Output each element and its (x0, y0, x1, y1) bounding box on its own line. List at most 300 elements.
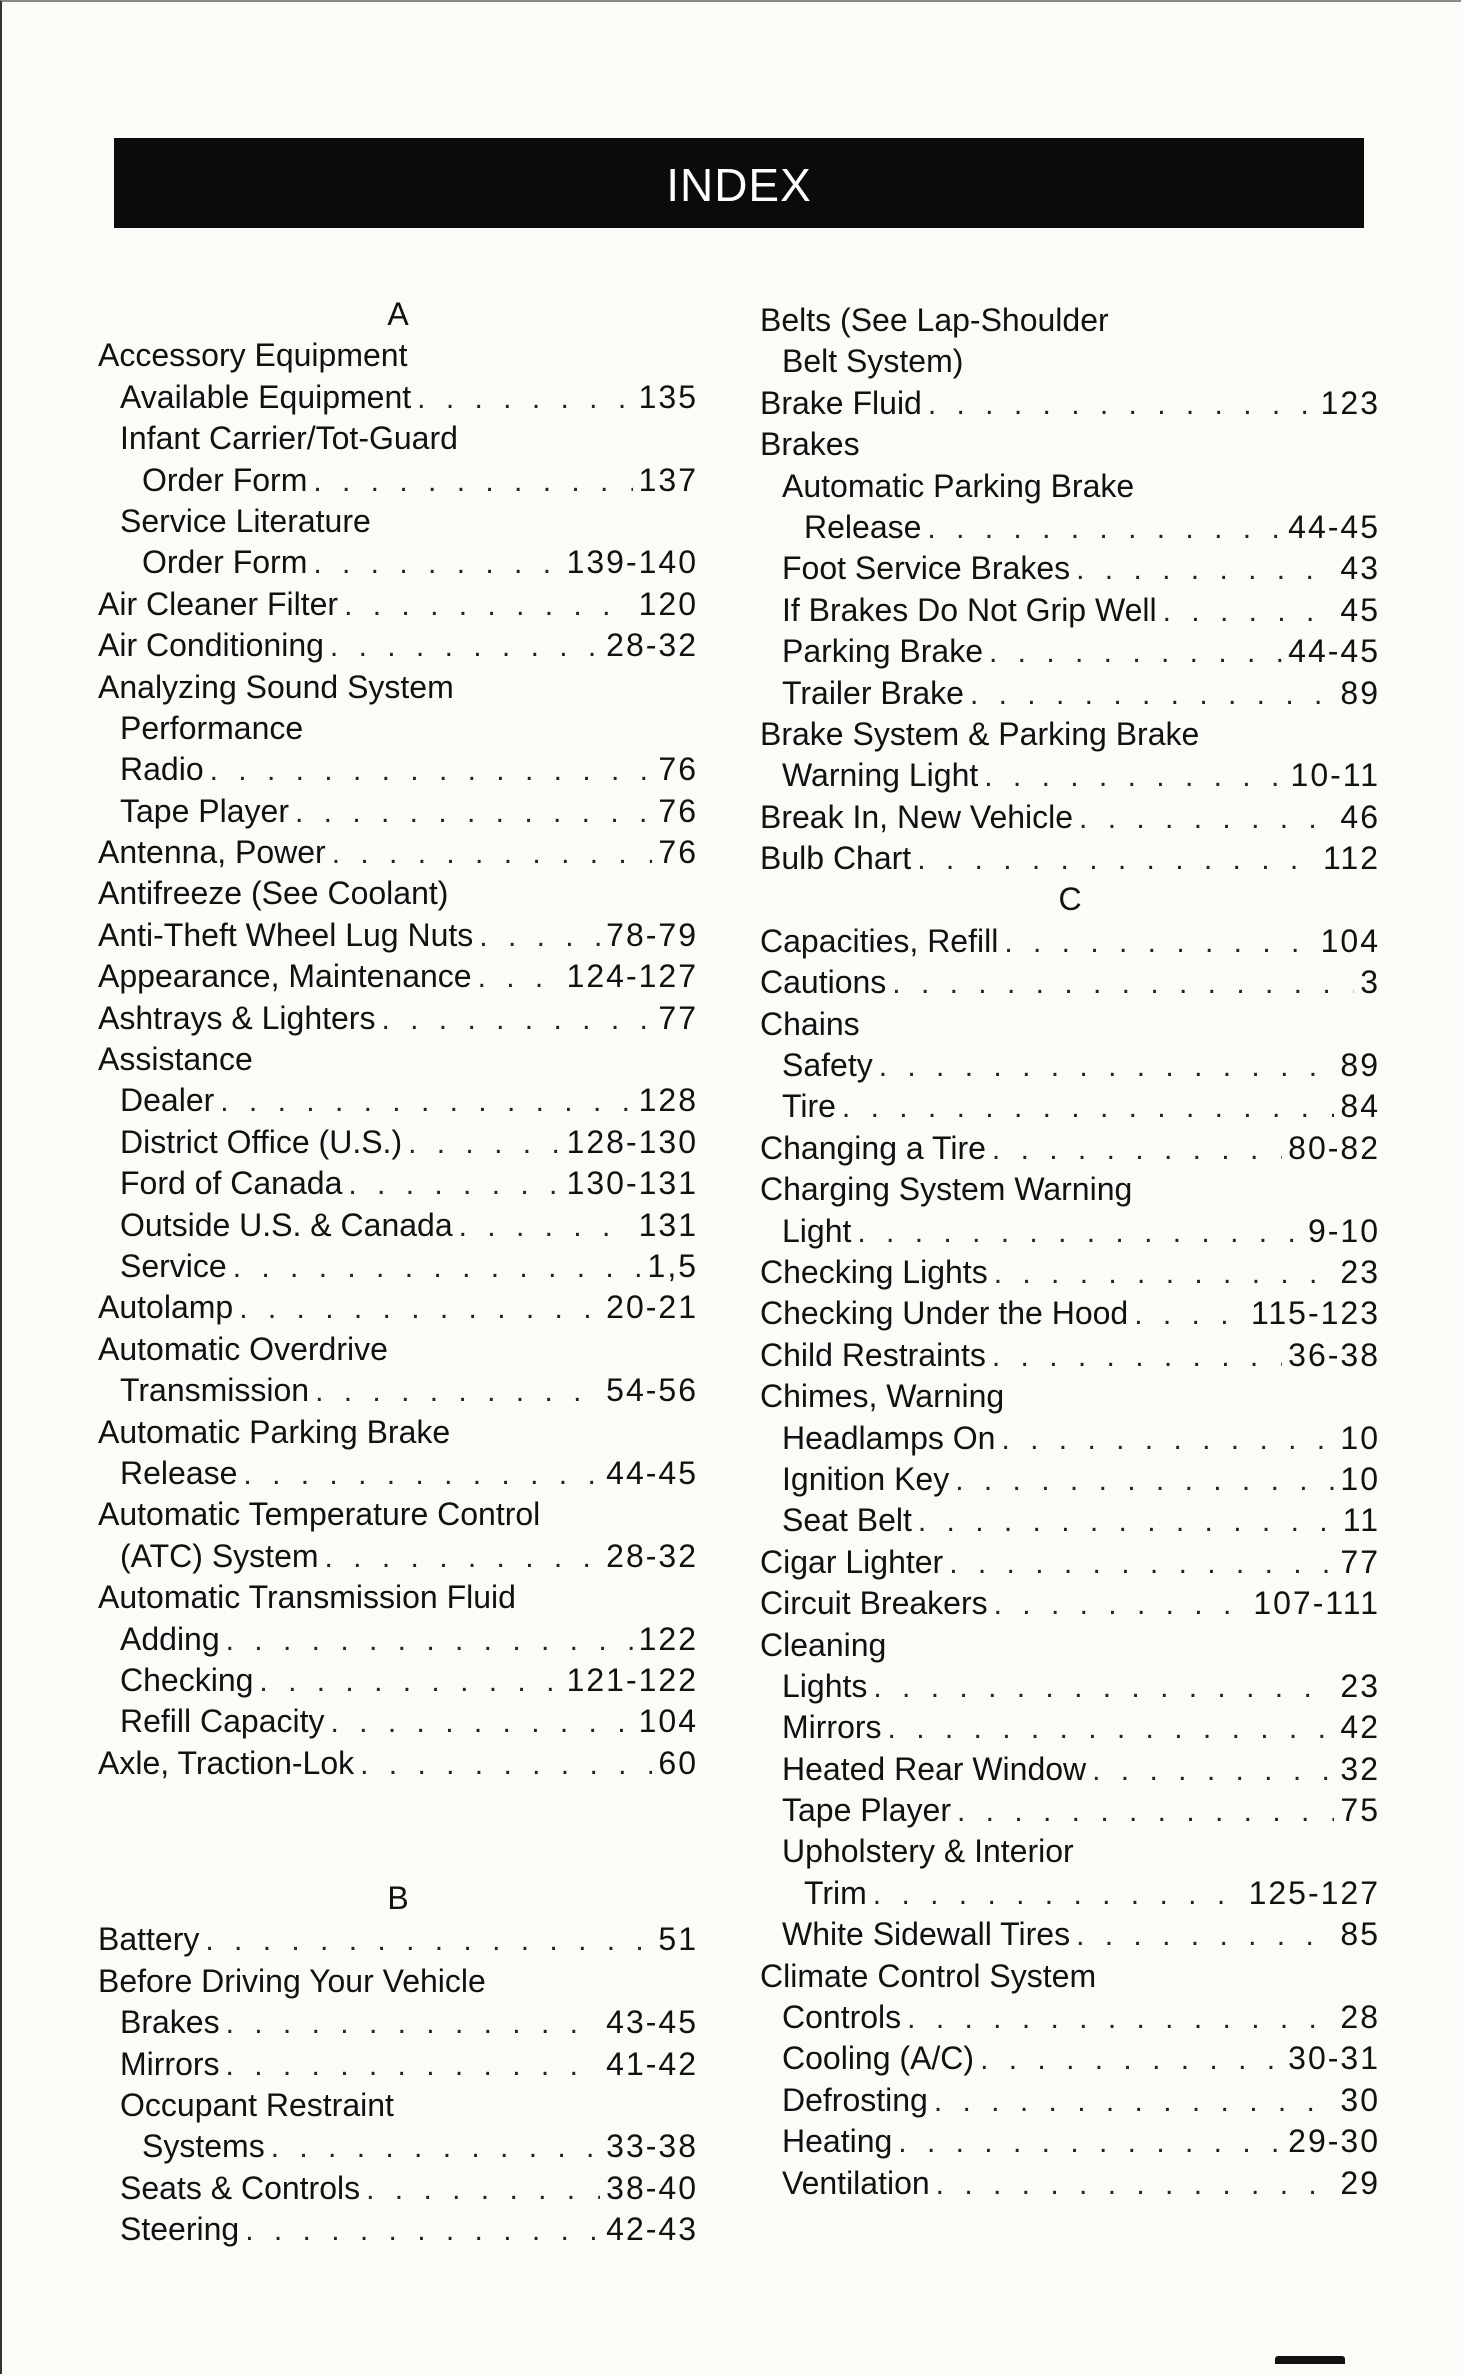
entry-label: Cooling (A/C) (782, 2040, 975, 2077)
dot-leader (955, 1460, 1334, 1501)
entry-page-number: 76 (658, 834, 698, 871)
entry-label: Axle, Traction-Lok (98, 1744, 355, 1781)
entry-label: Available Equipment (120, 378, 412, 415)
entry-page-number: 43-45 (606, 2004, 698, 2041)
entry-label: Automatic Temperature Control (98, 1496, 541, 1533)
entry-label: Order Form (142, 544, 308, 581)
entry-label: Cleaning (760, 1626, 887, 1663)
section-letter: A (387, 296, 409, 332)
index-entry (98, 873, 698, 914)
dot-leader (1163, 591, 1335, 632)
entry-page-number: 76 (658, 751, 698, 788)
entry-label: Seat Belt (782, 1502, 912, 1539)
dot-leader (984, 756, 1284, 797)
index-entry (98, 1494, 698, 1535)
entry-label: Parking Brake (782, 633, 983, 670)
entry-label: Chains (760, 1005, 860, 1042)
dot-leader (459, 1206, 633, 1247)
entry-page-number: 84 (1340, 1088, 1380, 1125)
entry-page-number: 45 (1340, 591, 1380, 628)
dot-leader (892, 963, 1354, 1004)
index-column-left (98, 294, 698, 2251)
entry-page-number: 44-45 (1288, 633, 1380, 670)
entry-label: Performance (120, 709, 304, 746)
entry-page-number: 85 (1340, 1916, 1380, 1953)
section-letter: B (387, 1880, 409, 1917)
entry-page-number: 125-127 (1248, 1874, 1380, 1911)
dot-leader (344, 585, 633, 626)
entry-page-number: 32 (1340, 1750, 1380, 1787)
entry-label: Dealer (120, 1082, 215, 1119)
dot-leader (918, 1501, 1337, 1542)
entry-page-number: 123 (1320, 384, 1380, 421)
dot-leader (348, 1164, 560, 1205)
entry-page-number: 77 (658, 999, 698, 1036)
entry-page-number: 104 (638, 1703, 698, 1740)
dot-leader (873, 1874, 1243, 1915)
entry-page-number: 76 (658, 792, 698, 829)
index-entry (98, 1701, 698, 1742)
dot-leader (233, 1247, 642, 1288)
index-entry (760, 1542, 1380, 1583)
index-entry (760, 1790, 1380, 1831)
entry-page-number: 30 (1340, 2081, 1380, 2118)
index-entry (760, 1873, 1380, 1914)
dot-leader (313, 543, 560, 584)
entry-page-number: 10 (1340, 1460, 1380, 1497)
entry-label: Occupant Restraint (120, 2087, 394, 2124)
entry-label: Assistance (98, 1041, 253, 1078)
index-entry (98, 335, 698, 376)
entry-label: District Office (U.S.) (120, 1123, 403, 1160)
entry-page-number: 77 (1340, 1543, 1380, 1580)
index-entry (98, 708, 698, 749)
index-entry (98, 1039, 698, 1080)
entry-page-number: 44-45 (606, 1454, 698, 1491)
index-entry (98, 2209, 698, 2250)
entry-label: Upholstery & Interior (782, 1833, 1074, 1870)
page-number-fragment (1275, 2356, 1345, 2364)
section-letter-heading (760, 879, 1380, 920)
index-entry (760, 2080, 1380, 2121)
index-entry (98, 1163, 698, 1204)
index-entry (760, 1335, 1380, 1376)
entry-label: Anti-Theft Wheel Lug Nuts (98, 916, 474, 953)
dot-leader (245, 2210, 600, 2251)
entry-label: Bulb Chart (760, 840, 912, 877)
entry-label: Chimes, Warning (760, 1378, 1005, 1415)
index-column-right (760, 300, 1380, 2204)
dot-leader (1092, 1750, 1334, 1791)
entry-page-number: 10-11 (1290, 757, 1380, 794)
entry-page-number: 29 (1340, 2164, 1380, 2201)
entry-page-number: 28-32 (606, 1537, 698, 1574)
index-entry (760, 1418, 1380, 1459)
entry-page-number: 128-130 (566, 1123, 698, 1160)
index-entry (760, 673, 1380, 714)
entry-label: Trim (804, 1874, 867, 1911)
entry-label: Trailer Brake (782, 674, 964, 711)
index-entry (98, 2085, 698, 2126)
entry-page-number: 41-42 (606, 2045, 698, 2082)
dot-leader (928, 384, 1315, 425)
index-entry (760, 1459, 1380, 1500)
index-entry (760, 1004, 1380, 1045)
entry-page-number: 46 (1340, 798, 1380, 835)
dot-leader (226, 1620, 633, 1661)
entry-label: Automatic Parking Brake (782, 467, 1135, 504)
dot-leader (417, 378, 632, 419)
dot-leader (360, 1744, 652, 1785)
dot-leader (205, 1920, 652, 1961)
entry-label: Heated Rear Window (782, 1750, 1087, 1787)
dot-leader (332, 833, 653, 874)
entry-label: Ignition Key (782, 1460, 950, 1497)
entry-label: Accessory Equipment (98, 337, 408, 374)
index-entry (760, 548, 1380, 589)
index-entry (760, 1749, 1380, 1790)
index-entry (98, 1536, 698, 1577)
entry-page-number: 43 (1340, 550, 1380, 587)
entry-label: Light (782, 1212, 852, 1249)
entry-page-number: 28 (1340, 1999, 1380, 2036)
entry-label: Break In, New Vehicle (760, 798, 1074, 835)
entry-page-number: 135 (638, 378, 698, 415)
entry-label: Antenna, Power (98, 834, 326, 871)
entry-label: Climate Control System (760, 1957, 1097, 1994)
entry-page-number: 3 (1360, 964, 1380, 1001)
dot-leader (243, 1454, 600, 1495)
entry-label: Lights (782, 1667, 868, 1704)
entry-label: Mirrors (782, 1709, 882, 1746)
entry-label: Service (120, 1247, 227, 1284)
entry-page-number: 112 (1322, 840, 1380, 877)
entry-label: Safety (782, 1047, 873, 1084)
entry-page-number: 1,5 (647, 1247, 698, 1284)
index-entry (760, 797, 1380, 838)
entry-page-number: 60 (658, 1744, 698, 1781)
index-entry (760, 1500, 1380, 1541)
entry-label: Tape Player (120, 792, 289, 829)
entry-page-number: 121-122 (566, 1661, 698, 1698)
index-entry (98, 832, 698, 873)
dot-leader (1076, 549, 1334, 590)
dot-leader (1134, 1294, 1245, 1335)
entry-label: Cigar Lighter (760, 1543, 944, 1580)
dot-leader (331, 1702, 633, 1743)
index-entry (98, 2168, 698, 2209)
entry-label: Mirrors (120, 2045, 220, 2082)
entry-label: Appearance, Maintenance (98, 958, 472, 995)
index-entry (98, 584, 698, 625)
entry-label: Headlamps On (782, 1419, 996, 1456)
dot-leader (873, 1667, 1334, 1708)
entry-page-number: 130-131 (566, 1165, 698, 1202)
dot-leader (888, 1708, 1335, 1749)
index-entry (98, 1619, 698, 1660)
entry-page-number: 80-82 (1288, 1129, 1380, 1166)
index-header-banner (114, 138, 1364, 228)
entry-page-number: 54-56 (606, 1372, 698, 1409)
entry-page-number: 131 (638, 1206, 698, 1243)
index-entry (760, 383, 1380, 424)
dot-leader (957, 1791, 1334, 1832)
index-entry (760, 714, 1380, 755)
dot-leader (239, 1288, 600, 1329)
entry-page-number: 20-21 (606, 1289, 698, 1326)
index-entry (98, 915, 698, 956)
entry-label: Autolamp (98, 1289, 234, 1326)
dot-leader (992, 1336, 1282, 1377)
entry-label: Battery (98, 1921, 200, 1958)
entry-label: Charging System Warning (760, 1171, 1133, 1208)
entry-page-number: 42 (1340, 1709, 1380, 1746)
entry-page-number: 107-111 (1253, 1585, 1380, 1622)
dot-leader (381, 999, 652, 1040)
entry-label: Transmission (120, 1372, 310, 1409)
section-letter-heading (98, 1878, 698, 1919)
entry-label: Air Cleaner Filter (98, 585, 339, 622)
dot-leader (1076, 1915, 1334, 1956)
dot-leader (934, 2081, 1335, 2122)
index-entry (98, 1743, 698, 1784)
entry-label: Checking Under the Hood (760, 1295, 1129, 1332)
index-entry (98, 1287, 698, 1328)
dot-leader (842, 1087, 1334, 1128)
dot-leader (295, 792, 652, 833)
entry-page-number: 75 (1340, 1792, 1380, 1829)
index-entry (98, 2002, 698, 2043)
index-entry (98, 1205, 698, 1246)
index-entry (760, 1252, 1380, 1293)
index-entry (98, 1329, 698, 1370)
entry-page-number: 51 (658, 1921, 698, 1958)
entry-page-number: 28-32 (606, 627, 698, 664)
index-entry (760, 1625, 1380, 1666)
dot-leader (220, 1081, 632, 1122)
dot-leader (994, 1253, 1335, 1294)
index-entry (760, 507, 1380, 548)
dot-leader (479, 916, 600, 957)
entry-page-number: 115-123 (1250, 1295, 1380, 1332)
dot-leader (315, 1371, 600, 1412)
index-entry (98, 460, 698, 501)
index-entry (760, 838, 1380, 879)
index-entry (98, 542, 698, 583)
index-entry (98, 377, 698, 418)
dot-leader (478, 957, 561, 998)
entry-page-number: 10 (1340, 1419, 1380, 1456)
index-entry (98, 1122, 698, 1163)
entry-page-number: 9-10 (1307, 1212, 1380, 1249)
entry-page-number: 137 (638, 461, 698, 498)
index-entry (98, 1080, 698, 1121)
entry-page-number: 124-127 (566, 958, 698, 995)
index-entry (98, 1453, 698, 1494)
entry-page-number: 89 (1340, 1047, 1380, 1084)
index-entry (760, 1956, 1380, 1997)
entry-page-number: 42-43 (606, 2211, 698, 2248)
section-letter-heading (98, 294, 698, 335)
index-entry (760, 1831, 1380, 1872)
index-entry (760, 1045, 1380, 1086)
index-entry (760, 2038, 1380, 2079)
entry-label: Brake Fluid (760, 384, 922, 421)
entry-page-number: 44-45 (1288, 508, 1380, 545)
index-entry (98, 956, 698, 997)
index-entry (98, 625, 698, 666)
dot-leader (330, 626, 600, 667)
dot-leader (992, 1129, 1282, 1170)
entry-label: Order Form (142, 461, 308, 498)
index-entry (760, 466, 1380, 507)
dot-leader (325, 1537, 601, 1578)
entry-page-number: 104 (1320, 922, 1380, 959)
index-entry (760, 962, 1380, 1003)
index-entry (98, 749, 698, 790)
entry-label: Defrosting (782, 2081, 928, 2118)
entry-page-number: 78-79 (606, 916, 698, 953)
index-entry (98, 1577, 698, 1618)
entry-label: Ashtrays & Lighters (98, 999, 376, 1036)
dot-leader (408, 1123, 560, 1164)
entry-label: Release (804, 508, 922, 545)
dot-leader (917, 839, 1317, 880)
entry-page-number: 23 (1340, 1667, 1380, 1704)
index-entry (760, 590, 1380, 631)
index-entry (760, 921, 1380, 962)
dot-leader (907, 1998, 1334, 2039)
entry-label: Capacities, Refill (760, 922, 999, 959)
index-entry (760, 1211, 1380, 1252)
entry-page-number: 30-31 (1288, 2040, 1380, 2077)
entry-page-number: 38-40 (606, 2169, 698, 2206)
entry-label: Tire (782, 1088, 836, 1125)
index-entry (760, 1583, 1380, 1624)
dot-leader (936, 2164, 1335, 2205)
index-entry (98, 667, 698, 708)
dot-leader (970, 674, 1334, 715)
index-entry (760, 1997, 1380, 2038)
entry-label: Infant Carrier/Tot-Guard (120, 420, 458, 457)
index-entry (98, 2126, 698, 2167)
entry-label: Warning Light (782, 757, 979, 794)
entry-label: Antifreeze (See Coolant) (98, 875, 449, 912)
entry-label: Steering (120, 2211, 240, 2248)
dot-leader (313, 461, 632, 502)
dot-leader (1079, 798, 1334, 839)
index-entry (98, 791, 698, 832)
index-entry (760, 1376, 1380, 1417)
index-entry (760, 424, 1380, 465)
index-entry (760, 631, 1380, 672)
dot-leader (366, 2169, 600, 2210)
index-entry (98, 418, 698, 459)
entry-label: Heating (782, 2123, 893, 2160)
entry-label: (ATC) System (120, 1537, 319, 1574)
index-entry (98, 1370, 698, 1411)
index-entry (98, 1961, 698, 2002)
dot-leader (898, 2122, 1282, 2163)
index-entry (760, 1293, 1380, 1334)
entry-label: Service Literature (120, 502, 371, 539)
entry-label: Circuit Breakers (760, 1585, 988, 1622)
entry-label: Adding (120, 1620, 220, 1657)
dot-leader (927, 508, 1282, 549)
index-entry (760, 341, 1380, 382)
entry-label: Belts (See Lap-Shoulder (760, 302, 1109, 338)
index-entry (760, 1169, 1380, 1210)
index-entry (760, 1666, 1380, 1707)
index-entry (98, 1246, 698, 1287)
section-letter: C (1058, 881, 1082, 918)
entry-label: Brakes (120, 2004, 220, 2041)
index-entry (98, 2044, 698, 2085)
entry-page-number: 11 (1342, 1502, 1380, 1539)
entry-label: Automatic Overdrive (98, 1330, 388, 1367)
index-entry (760, 2163, 1380, 2204)
entry-page-number: 120 (638, 585, 698, 622)
entry-page-number: 29-30 (1288, 2123, 1380, 2160)
dot-leader (857, 1212, 1302, 1253)
dot-leader (210, 750, 653, 791)
dot-leader (980, 2039, 1282, 2080)
entry-label: Automatic Transmission Fluid (98, 1579, 516, 1616)
entry-page-number: 23 (1340, 1253, 1380, 1290)
entry-label: Checking (120, 1661, 254, 1698)
entry-label: If Brakes Do Not Grip Well (782, 591, 1157, 628)
index-entry (760, 1128, 1380, 1169)
entry-label: Ventilation (782, 2164, 930, 2201)
entry-label: Release (120, 1454, 238, 1491)
entry-label: Changing a Tire (760, 1129, 986, 1166)
dot-leader (1001, 1419, 1334, 1460)
entry-label: Automatic Parking Brake (98, 1413, 451, 1450)
entry-label: Brakes (760, 426, 860, 463)
entry-page-number: 33-38 (606, 2128, 698, 2165)
entry-page-number: 89 (1340, 674, 1380, 711)
entry-page-number: 122 (638, 1620, 698, 1657)
dot-leader (1004, 922, 1314, 963)
entry-label: Controls (782, 1999, 902, 2036)
dot-leader (226, 2003, 601, 2044)
entry-label: Refill Capacity (120, 1703, 325, 1740)
dot-leader (879, 1046, 1335, 1087)
index-entry (760, 1707, 1380, 1748)
index-entry (760, 2121, 1380, 2162)
entry-label: Systems (142, 2128, 265, 2165)
entry-label: Child Restraints (760, 1336, 986, 1373)
index-entry (760, 300, 1380, 341)
entry-label: Before Driving Your Vehicle (98, 1962, 486, 1999)
index-entry (760, 755, 1380, 796)
entry-label: Tape Player (782, 1792, 951, 1829)
dot-leader (226, 2045, 601, 2086)
page-title: INDEX (666, 159, 812, 211)
entry-label: Analyzing Sound System (98, 668, 454, 705)
section-spacer (98, 1784, 698, 1878)
entry-page-number: 36-38 (1288, 1336, 1380, 1373)
entry-label: Brake System & Parking Brake (760, 715, 1200, 752)
index-entry (760, 1086, 1380, 1127)
entry-page-number: 139-140 (566, 544, 698, 581)
entry-page-number: 128 (638, 1082, 698, 1119)
index-entry (98, 998, 698, 1039)
index-entry (98, 1412, 698, 1453)
dot-leader (271, 2127, 600, 2168)
index-entry (760, 1914, 1380, 1955)
entry-label: Air Conditioning (98, 627, 324, 664)
